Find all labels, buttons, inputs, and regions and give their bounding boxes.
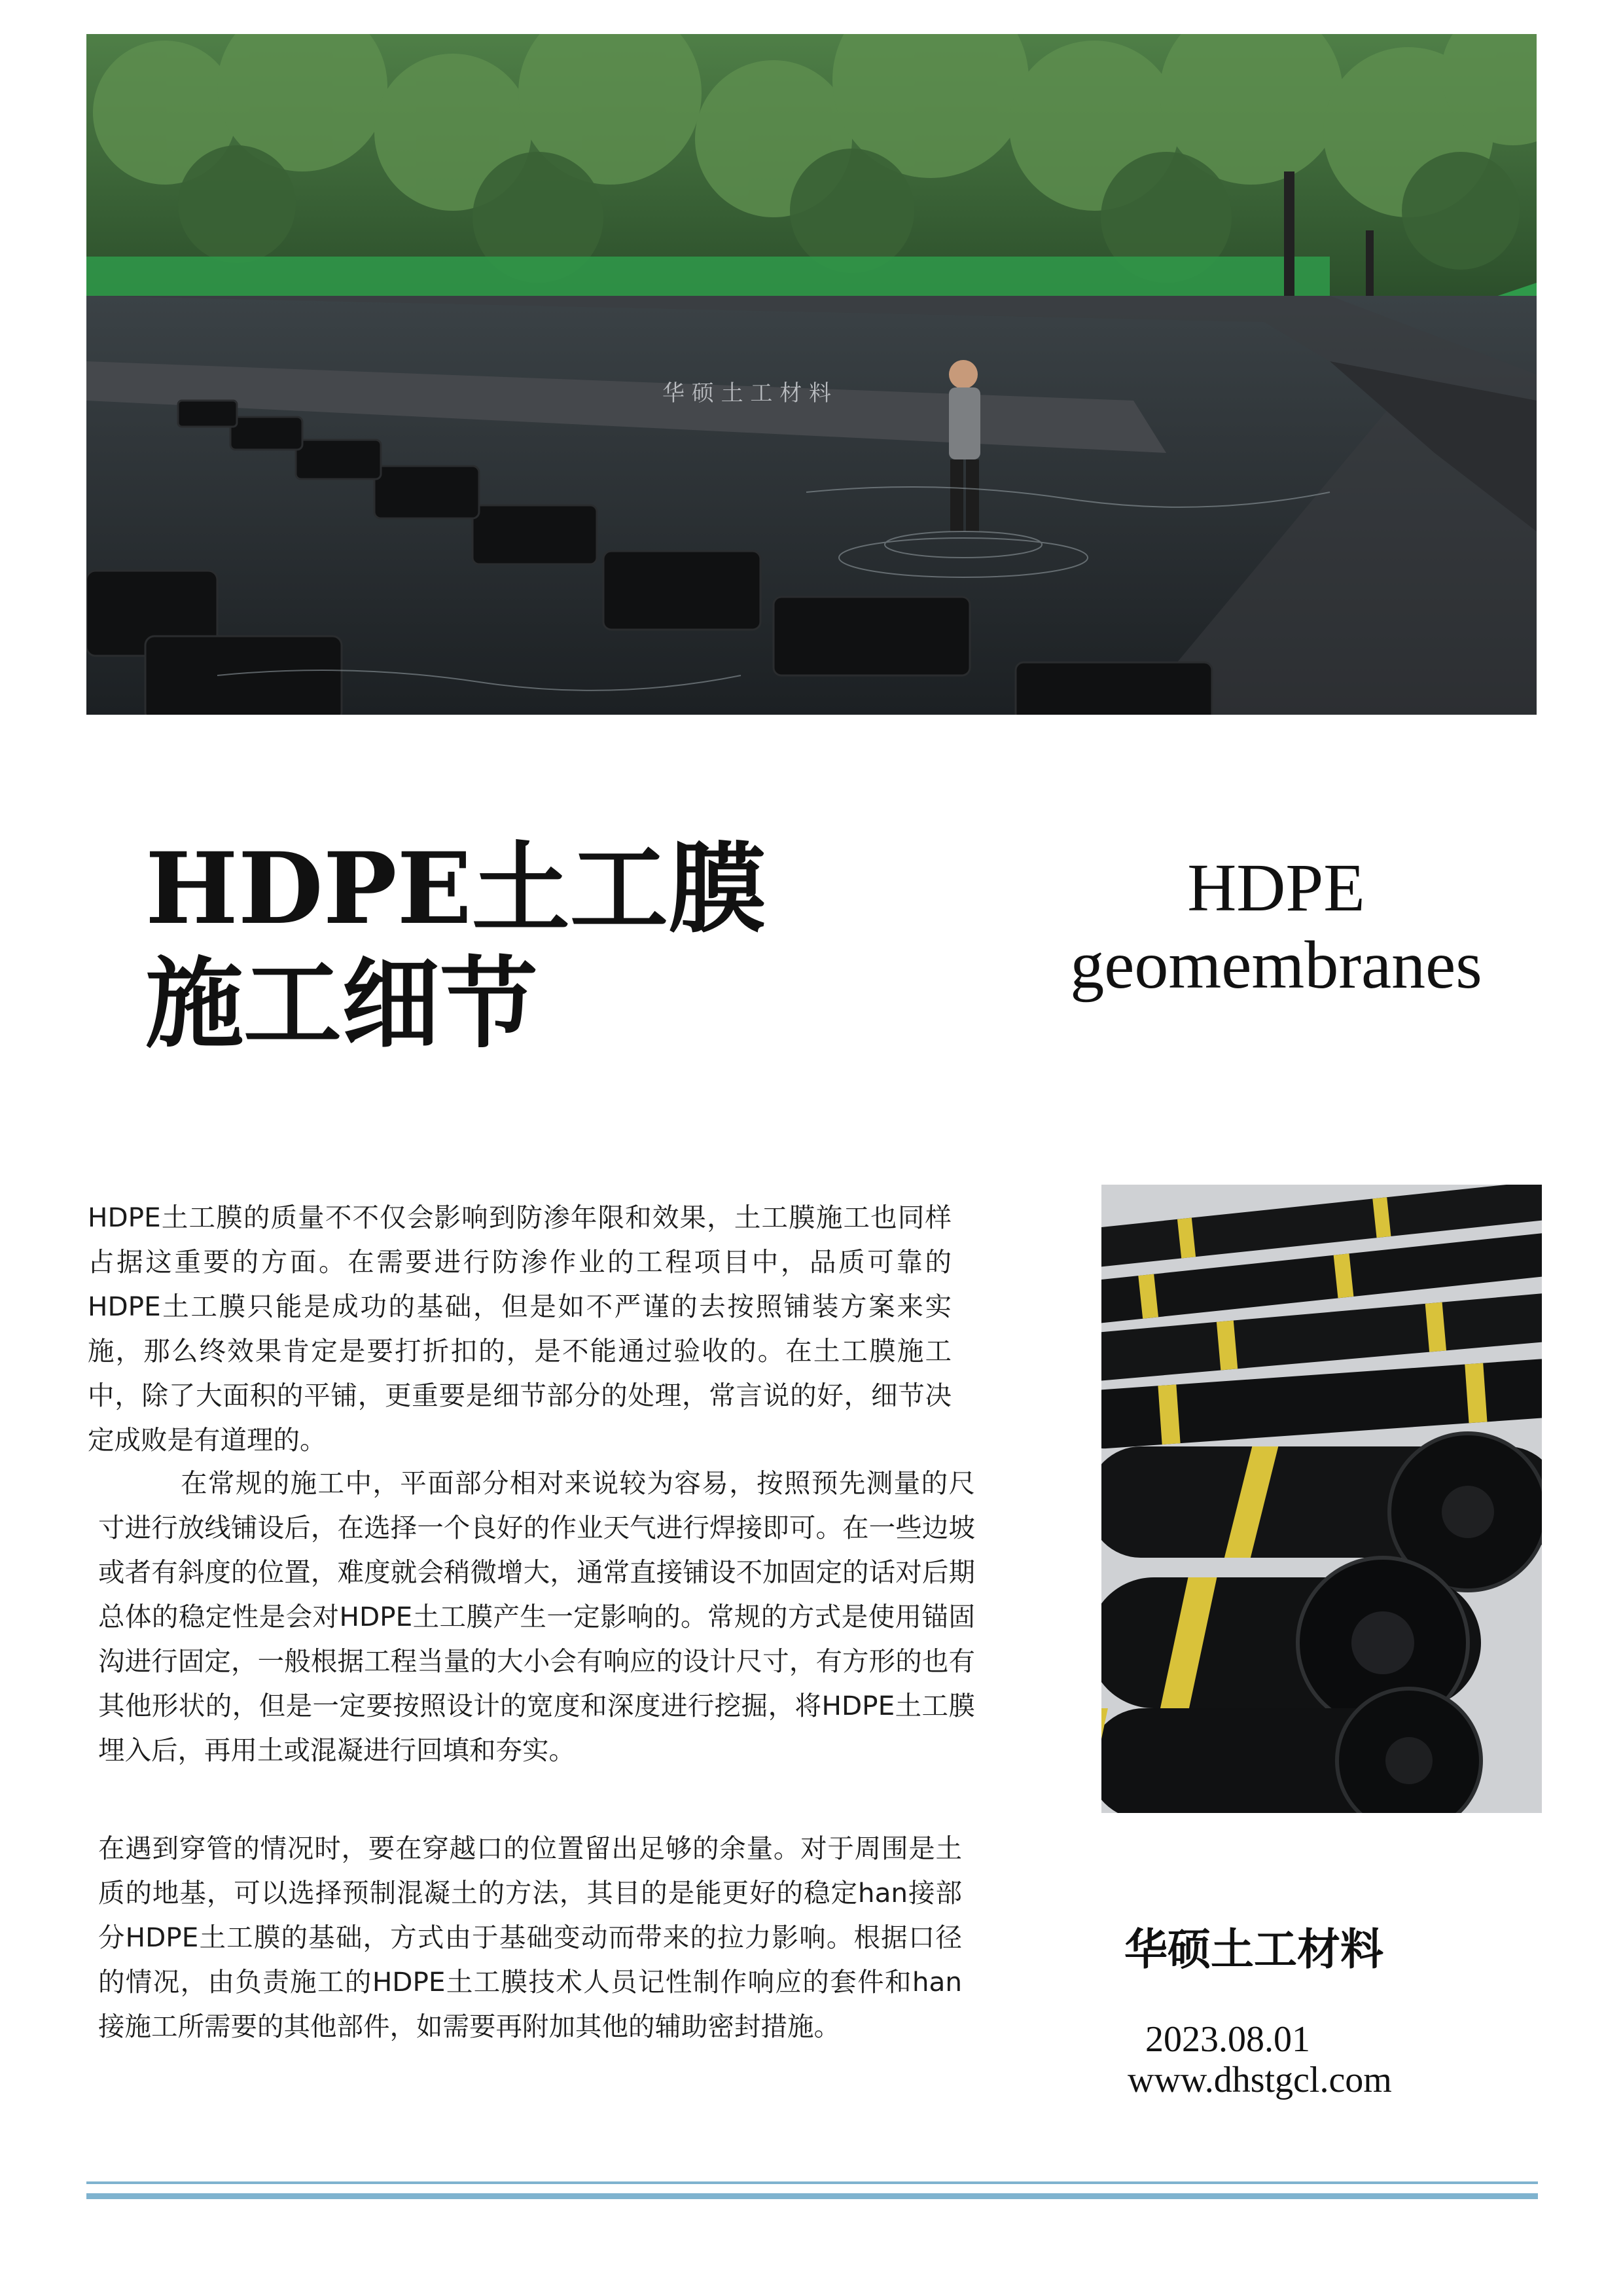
website-link[interactable]: www.dhstgcl.com [1128,2060,1392,2100]
title-zh-line2: 施工细节 [145,946,539,1062]
main-title-zh [145,831,996,1062]
footer-rule-thick [86,2193,1538,2199]
body-paragraph-1: HDPE土工膜的质量不不仅会影响到防渗年限和效果，土工膜施工也同样占据这重要的方面。在需要进行防渗作业的工程项目中，品质可靠的HDPE土工膜只能是成功的基础，但是如不严谨的去按照铺装方案来实施，那么终效果肯定是要打折扣的，是不能通过验收的。在土工膜施工中，除了大面积的平铺，更重要是细节部分的处理，常言说的好，细节决定成败是有道理的。 [88,1202,952,1456]
pond-scene [86,34,1537,715]
company-name: 华硕土工材料 [1124,1924,1383,1975]
main-title-en [1008,850,1544,1004]
title-zh-line1: HDPE土工膜 [145,831,766,946]
body-paragraph-2: 在常规的施工中，平面部分相对来说较为容易，按照预先测量的尺寸进行放线铺设后，在选择一个良好的作业天气进行焊接即可。在一些边坡或者有斜度的位置，难度就会稍微增大，通常直接铺设不加固定的话对后期总体的稳定性是会对HDPE土工膜产生一定影响的。常规的方式是使用锚固沟进行固定，一般根据工程当量的大小会有响应的设计尺寸，有方形的也有其他形状的，但是一定要按照设计的宽度和深度进行挖掘，将HDPE土工膜埋入后，再用土或混凝进行回填和夯实。 [98,1467,975,1766]
green-fence [86,257,1330,296]
body-paragraph-3: 在遇到穿管的情况时，要在穿越口的位置留出足够的余量。对于周围是土质的地基，可以选择预制混凝土的方法，其目的是能更好的稳定han接部分HDPE土工膜的基础，方式由于基础变动而带来的拉力影响。根据口径的情况，由负责施工的HDPE土工膜技术人员记性制作响应的套件和han接施工所需要的其他部件，如需要再附加其他的辅助密封措施。 [98,1833,962,2042]
front-rolls [1101,1433,1542,1813]
membrane-print: 华 硕 土 工 材 料 [662,380,832,406]
rolls-scene [1101,1185,1542,1813]
hero-photo [86,34,1537,715]
title-en-line1: HDPE [1187,850,1365,925]
geomembrane-rolls-photo [1101,1185,1542,1813]
footer-rule-thin [86,2181,1538,2184]
publish-date: 2023.08.01 [1145,2019,1310,2060]
title-en-line2: geomembranes [1070,927,1482,1003]
